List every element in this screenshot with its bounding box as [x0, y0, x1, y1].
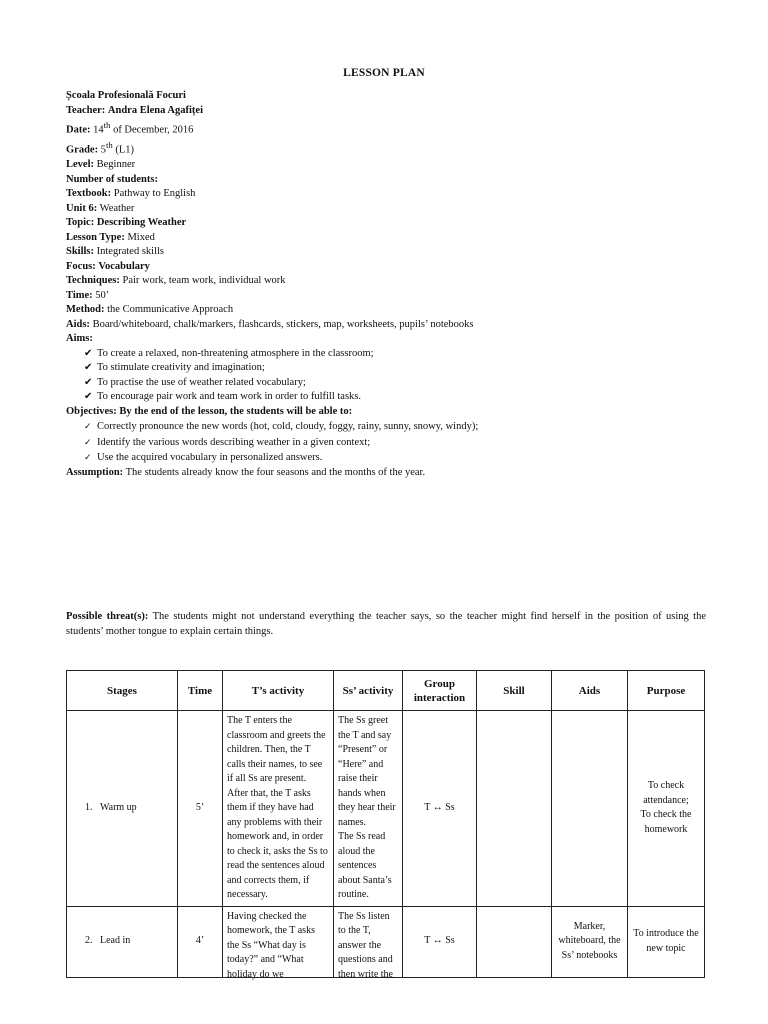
t-activity-text: The T enters the classroom and greets the children. Then, the T calls their names, to see if all Ss are present. After that, the T asks them if they have had any problems with their homework and, in order to check it, asks the Ss to read the sentences aloud and corrects them, if necessary. — [227, 715, 328, 900]
checkmark-icon: ✔ — [84, 376, 93, 388]
purpose-cell: To introduce the new topic — [628, 906, 705, 977]
textbook-line — [66, 187, 706, 202]
level-value: Beginner — [96, 159, 136, 170]
checkmark-icon: ✓ — [84, 452, 92, 462]
grade-number: 5 — [100, 144, 106, 156]
grade-line — [66, 138, 706, 158]
objective-item — [84, 450, 706, 466]
school-name: Școala Profesională Focuri — [66, 90, 186, 101]
grade-label: Grade: — [66, 144, 99, 156]
focus-label: Focus: — [66, 260, 96, 272]
objective-item — [84, 419, 706, 435]
ss-activity-text: The Ss greet the T and say “Present” or “Here” and raise their hands when they hear their names. The Ss read aloud the sentences about Santa’s routine. — [338, 715, 396, 900]
aids-cell — [552, 711, 628, 907]
skill-cell — [477, 906, 552, 977]
possible-threats — [66, 609, 706, 639]
header-aids: Aids — [552, 671, 628, 711]
interaction-cell: T ↔ Ss — [403, 906, 477, 977]
textbook-label: Textbook: — [66, 188, 112, 199]
date-rest: of December, 2016 — [110, 124, 194, 136]
grade-rest: (L1) — [112, 144, 135, 156]
assumption-value: The students already know the four seasons and the months of the year. — [125, 466, 426, 478]
objective-text: Identify the various words describing weather in a given context; — [97, 436, 371, 448]
grade-suffix: th — [105, 140, 113, 150]
threats-value: The students might not understand everything the teacher says, so the teacher might find herself in the position of using the students’ mother tongue to explain certain things. — [66, 611, 707, 637]
purpose-cell: To check attendance; To check the homework — [628, 711, 705, 907]
table-row — [67, 711, 705, 907]
unit-line — [66, 202, 706, 217]
time-cell: 5’ — [178, 711, 223, 907]
teacher-label: Teacher: — [66, 104, 106, 116]
techniques-label: Techniques: — [66, 275, 120, 286]
students-line: Number of students: — [66, 173, 158, 185]
focus-value: Vocabulary — [98, 260, 150, 272]
skills-line — [66, 245, 706, 260]
page-title: LESSON PLAN — [343, 67, 425, 79]
teacher-value: Andra Elena Agafiței — [107, 104, 203, 116]
time-cell: 4’ — [178, 906, 223, 977]
time-value: 50’ — [95, 289, 110, 301]
aim-item — [84, 361, 706, 376]
t-activity-cell — [223, 906, 334, 980]
header-ss-activity: Ss’ activity — [334, 671, 403, 711]
aims-list — [66, 347, 706, 405]
aim-item — [84, 390, 706, 405]
table-row — [67, 906, 705, 977]
method-line — [66, 303, 706, 318]
aids-line — [66, 318, 706, 333]
t-activity-text: Having checked the homework, the T asks the Ss “What day is today?” and “What holiday do we — [227, 910, 315, 980]
lesson-type-label: Lesson Type: — [66, 231, 125, 243]
skill-cell — [477, 711, 552, 907]
header-skill: Skill — [477, 671, 552, 711]
unit-label: Unit 6: — [66, 202, 98, 214]
interaction-cell: T ↔ Ss — [403, 711, 477, 907]
time-line — [66, 289, 706, 304]
textbook-value: Pathway to English — [113, 188, 196, 199]
table-header-row — [67, 671, 705, 711]
assumption-line — [66, 466, 706, 481]
topic-value: Describing Weather — [96, 217, 187, 228]
header-group-interaction: Group interaction — [403, 671, 477, 711]
time-label: Time: — [66, 289, 93, 301]
aids-cell: Marker, whiteboard, the Ss’ notebooks — [552, 906, 628, 977]
level-line — [66, 158, 706, 173]
lesson-plan-table — [66, 670, 705, 978]
date-suffix: th — [103, 120, 111, 130]
checkmark-icon: ✔ — [84, 391, 93, 402]
unit-value: Weather — [99, 202, 135, 214]
header-t-activity: T’s activity — [223, 671, 334, 711]
skills-value: Integrated skills — [96, 246, 164, 257]
stage-cell: 1. Warm up — [67, 711, 178, 907]
objective-item — [84, 435, 706, 451]
aim-item — [84, 347, 706, 362]
aim-item — [84, 376, 706, 391]
checkmark-icon: ✓ — [84, 421, 92, 431]
skills-label: Skills: — [66, 246, 95, 257]
header-time: Time — [178, 671, 223, 711]
checkmark-icon: ✔ — [84, 347, 93, 359]
method-label: Method: — [66, 304, 105, 315]
assumption-label: Assumption: — [66, 466, 124, 478]
topic-label: Topic: — [66, 217, 95, 228]
ss-activity-text: The Ss listen to the T, answer the questions and then write the — [338, 910, 393, 980]
checkmark-icon: ✓ — [84, 436, 92, 447]
techniques-value: Pair work, team work, individual work — [122, 275, 286, 286]
t-activity-cell — [223, 711, 334, 907]
focus-line — [66, 260, 706, 275]
teacher-line — [66, 104, 706, 119]
aim-text: To stimulate creativity and imagination; — [97, 362, 265, 373]
date-day: 14 — [93, 124, 104, 136]
date-line — [66, 118, 706, 138]
method-value: the Communicative Approach — [107, 304, 234, 315]
objective-text: Use the acquired vocabulary in personalized answers. — [97, 452, 323, 463]
objectives-list — [66, 419, 706, 466]
lesson-type-value: Mixed — [127, 231, 155, 243]
aids-value: Board/whiteboard, chalk/markers, flashcards, stickers, map, worksheets, pupils’ notebooks — [92, 318, 474, 330]
objectives-label: Objectives: By the end of the lesson, the students will be able to: — [66, 405, 353, 417]
ss-activity-cell — [334, 711, 403, 907]
objective-text: Correctly pronounce the new words (hot, cold, cloudy, foggy, rainy, sunny, snowy, windy); — [97, 421, 479, 432]
aim-text: To create a relaxed, non-threatening atmosphere in the classroom; — [97, 347, 374, 359]
aims-label: Aims: — [66, 333, 93, 344]
aids-label: Aids: — [66, 318, 90, 330]
checkmark-icon: ✔ — [84, 362, 93, 373]
aim-text: To practise the use of weather related vocabulary; — [97, 376, 306, 388]
lesson-info — [66, 89, 706, 480]
ss-activity-cell — [334, 906, 403, 980]
lesson-type-line — [66, 231, 706, 246]
stage-cell: 2. Lead in — [67, 906, 178, 977]
aim-text: To encourage pair work and team work in order to fulfill tasks. — [97, 391, 362, 402]
threats-label: Possible threat(s): — [66, 611, 149, 622]
date-label: Date: — [66, 124, 91, 136]
techniques-line — [66, 274, 706, 289]
topic-line — [66, 216, 706, 231]
level-label: Level: — [66, 159, 94, 170]
header-stages: Stages — [67, 671, 178, 711]
header-purpose: Purpose — [628, 671, 705, 711]
